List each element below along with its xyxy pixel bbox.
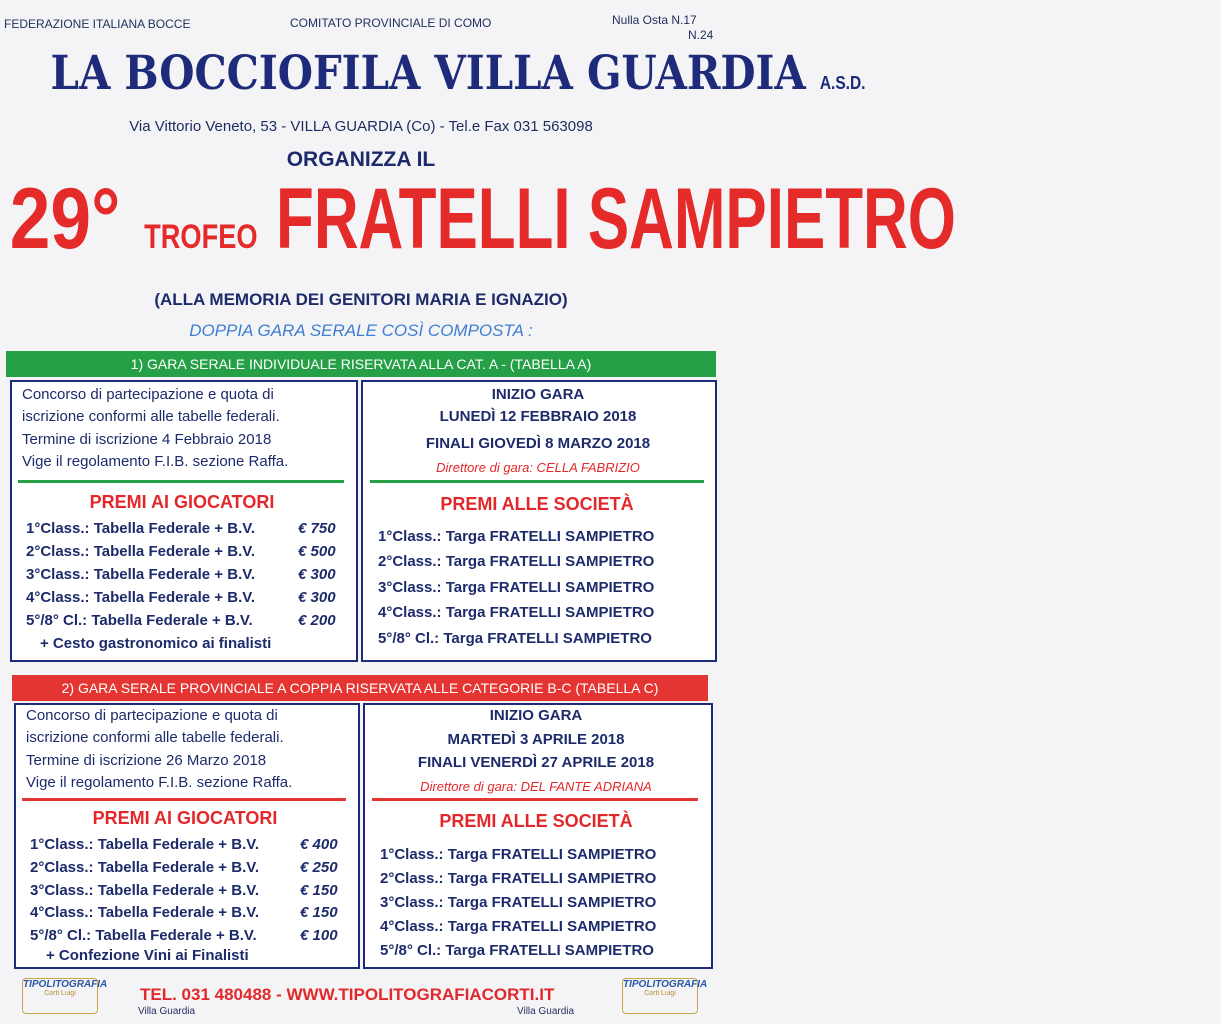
gara2-players-extra: + Confezione Vini ai Finalisti — [46, 947, 249, 964]
gara1-player-amount-1: € 750 — [298, 520, 336, 537]
gara1-society-prize-4: 4°Class.: Targa FRATELLI SAMPIETRO — [378, 604, 655, 621]
gara2-right-rule — [372, 798, 698, 801]
gara1-societies-title: PREMI ALLE SOCIETÀ — [440, 494, 634, 514]
gara1-player-prize-3: 3°Class.: Tabella Federale + B.V. — [26, 566, 256, 583]
intro-line: DOPPIA GARA SERALE COSÌ COMPOSTA : — [189, 321, 533, 340]
gara1-info-3: Termine di iscrizione 4 Febbraio 2018 — [22, 431, 272, 448]
gara1-player-prize-1: 1°Class.: Tabella Federale + B.V. — [26, 520, 256, 537]
gara2-player-prize-2: 2°Class.: Tabella Federale + B.V. — [30, 859, 260, 876]
gara1-society-prize-2: 2°Class.: Targa FRATELLI SAMPIETRO — [378, 553, 655, 570]
gara2-start-date: MARTEDÌ 3 APRILE 2018 — [447, 731, 625, 748]
gara2-director: Direttore di gara: DEL FANTE ADRIANA — [420, 779, 652, 794]
gara2-society-prize-2: 2°Class.: Targa FRATELLI SAMPIETRO — [380, 870, 657, 887]
gara2-society-prize-3: 3°Class.: Targa FRATELLI SAMPIETRO — [380, 894, 657, 911]
gara2-society-prize-4: 4°Class.: Targa FRATELLI SAMPIETRO — [380, 918, 657, 935]
printer-logo-right — [622, 978, 708, 1014]
footer-right-place: Villa Guardia — [517, 1006, 575, 1017]
trophy-name: FRATELLI SAMPIETRO — [276, 171, 957, 267]
trofeo-label: TROFEO — [144, 218, 258, 256]
gara2-player-amount-2: € 250 — [300, 859, 338, 876]
gara1-player-prize-5: 5°/8° Cl.: Tabella Federale + B.V. — [26, 612, 253, 629]
gara1-header: 1) GARA SERALE INDIVIDUALE RISERVATA ALLA CAT. A - (TABELLA A) — [6, 351, 716, 377]
gara1-player-amount-5: € 200 — [298, 612, 336, 629]
gara2-society-prize-1: 1°Class.: Targa FRATELLI SAMPIETRO — [380, 846, 657, 863]
event-title — [0, 170, 957, 269]
gara2-player-amount-4: € 150 — [300, 904, 338, 921]
gara1-players-extra: + Cesto gastronomico ai finalisti — [40, 635, 272, 652]
gara2-info-3: Termine di iscrizione 26 Marzo 2018 — [26, 752, 267, 769]
gara1-player-prize-4: 4°Class.: Tabella Federale + B.V. — [26, 589, 256, 606]
gara2-start-label: INIZIO GARA — [489, 707, 583, 724]
gara1-info-2: iscrizione conformi alle tabelle federali. — [22, 408, 280, 425]
gara2-info-4: Vige il regolamento F.I.B. sezione Raffa. — [26, 774, 293, 791]
gara1-society-prize-5: 5°/8° Cl.: Targa FRATELLI SAMPIETRO — [378, 630, 652, 647]
gara2-player-prize-5: 5°/8° Cl.: Tabella Federale + B.V. — [30, 927, 257, 944]
memory-line: (ALLA MEMORIA DEI GENITORI MARIA E IGNAZIO) — [154, 290, 568, 309]
gara2-player-amount-5: € 100 — [300, 927, 338, 944]
gara1-start-label: INIZIO GARA — [491, 386, 585, 403]
gara1-info-4: Vige il regolamento F.I.B. sezione Raffa. — [22, 453, 289, 470]
gara2-society-prize-5: 5°/8° Cl.: Targa FRATELLI SAMPIETRO — [380, 942, 654, 959]
gara1-director: Direttore di gara: CELLA FABRIZIO — [436, 460, 640, 475]
gara2-info-2: iscrizione conformi alle tabelle federali. — [26, 729, 284, 746]
printer-logo-left-sub: Corti Luigi — [44, 990, 76, 997]
printer-logo-left-name: TIPOLITOGRAFIA — [23, 979, 108, 990]
gara2-header: 2) GARA SERALE PROVINCIALE A COPPIA RISERVATA ALLE CATEGORIE B-C (TABELLA C) — [12, 675, 708, 701]
gara1-player-amount-2: € 500 — [298, 543, 336, 560]
gara1-player-amount-3: € 300 — [298, 566, 336, 583]
gara2-player-prize-4: 4°Class.: Tabella Federale + B.V. — [30, 904, 260, 921]
club-address: Via Vittorio Veneto, 53 - VILLA GUARDIA (Co) - Tel.e Fax 031 563098 — [129, 118, 593, 135]
gara2-player-prize-1: 1°Class.: Tabella Federale + B.V. — [30, 836, 260, 853]
gara1-left-rule — [18, 480, 344, 483]
gara2-player-prize-3: 3°Class.: Tabella Federale + B.V. — [30, 882, 260, 899]
gara2-player-amount-3: € 150 — [300, 882, 338, 899]
gara2-info-1: Concorso di partecipazione e quota di — [26, 707, 278, 724]
gara1-finals: FINALI GIOVEDÌ 8 MARZO 2018 — [425, 435, 651, 452]
printer-logo-left — [22, 978, 108, 1014]
organizza-label: ORGANIZZA IL — [286, 148, 436, 171]
gara1-society-prize-3: 3°Class.: Targa FRATELLI SAMPIETRO — [378, 579, 655, 596]
printer-logo-right-name: TIPOLITOGRAFIA — [623, 979, 708, 990]
club-suffix: A.S.D. — [819, 73, 866, 93]
gara2-left-rule — [22, 798, 346, 801]
footer-left-place: Villa Guardia — [138, 1006, 196, 1017]
club-name — [50, 46, 866, 101]
gara1-start-date: LUNEDÌ 12 FEBBRAIO 2018 — [439, 408, 637, 425]
printer-logo-right-sub: Corti Luigi — [644, 990, 676, 997]
federation-label: FEDERAZIONE ITALIANA BOCCE — [4, 17, 191, 31]
nulla-osta-2: N.24 — [688, 28, 714, 42]
gara2-societies-title: PREMI ALLE SOCIETÀ — [439, 811, 633, 831]
gara2-finals: FINALI VENERDÌ 27 APRILE 2018 — [417, 754, 655, 771]
gara1-player-prize-2: 2°Class.: Tabella Federale + B.V. — [26, 543, 256, 560]
nulla-osta: Nulla Osta N.17 — [612, 13, 697, 27]
gara1-player-amount-4: € 300 — [298, 589, 336, 606]
gara1-society-prize-1: 1°Class.: Targa FRATELLI SAMPIETRO — [378, 528, 655, 545]
edition-number: 29° — [9, 171, 121, 267]
committee-label: COMITATO PROVINCIALE DI COMO — [290, 16, 492, 30]
gara1-right-rule — [370, 480, 704, 483]
club-name-text: LA BOCCIOFILA VILLA GUARDIA — [50, 46, 806, 101]
gara2-players-title: PREMI AI GIOCATORI — [92, 808, 278, 828]
footer-contact: TEL. 031 480488 - WWW.TIPOLITOGRAFIACORTI.IT — [140, 985, 555, 1004]
gara1-players-title: PREMI AI GIOCATORI — [89, 492, 275, 512]
gara2-player-amount-1: € 400 — [300, 836, 338, 853]
gara1-info-1: Concorso di partecipazione e quota di — [22, 386, 274, 403]
